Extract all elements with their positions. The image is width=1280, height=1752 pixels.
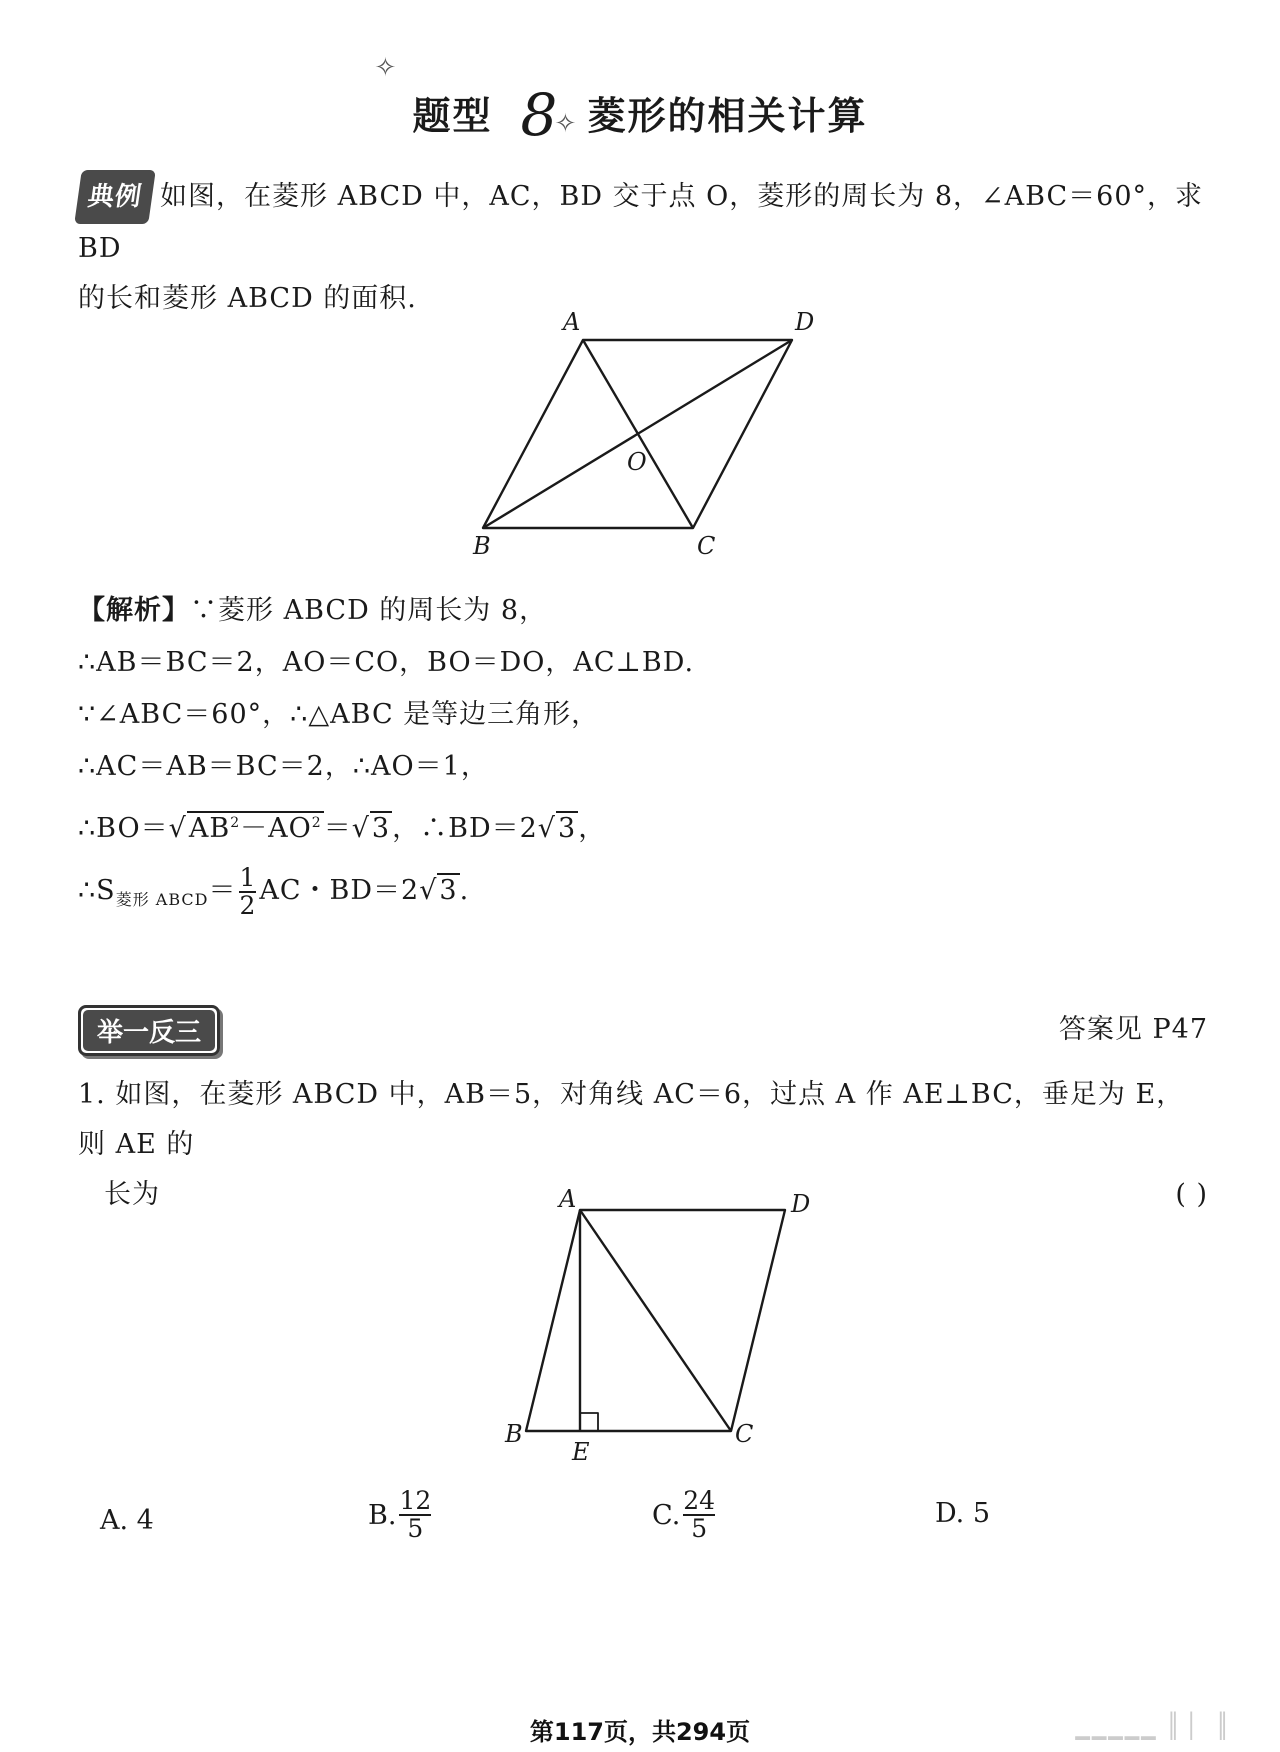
solution-line-2: ∴AB＝BC＝2，AO＝CO，BO＝DO，AC⊥BD. <box>78 647 695 678</box>
vertex-label-b: B <box>505 1420 523 1448</box>
sparkle-icon: ✧ <box>554 109 579 139</box>
option-d[interactable]: D. 5 <box>935 1498 991 1529</box>
vertex-label-d: D <box>795 308 815 336</box>
option-b[interactable]: B. $\frac{12}{5}$ <box>368 1486 432 1543</box>
sparkle-icon: ✧ <box>374 53 399 83</box>
question-1-line-2: 长为 <box>104 1179 160 1210</box>
title-topic: 菱形的相关计算 <box>587 94 868 138</box>
vertex-label-a: A <box>559 1185 577 1213</box>
page-header <box>0 53 1280 149</box>
diagonal-ac <box>580 1210 731 1431</box>
solution-tag: 【解析】 <box>78 595 190 626</box>
solution-line-5: $\therefore BO=√AB^2-AO^2=√3$，∴BD＝2√3， <box>78 813 607 844</box>
vertex-label-c: C <box>735 1420 754 1448</box>
point-label-o: O <box>627 448 647 476</box>
vertex-label-d: D <box>791 1190 811 1218</box>
section-title <box>374 53 868 149</box>
diagonal-bd <box>483 340 792 528</box>
option-c[interactable]: C. $\frac{24}{5}$ <box>652 1486 716 1543</box>
solution-line-6: $\therefore S_{菱形 ABCD}=$ $\frac{1}{2}$ AC・BD＝2√3. <box>78 862 470 920</box>
answer-blank[interactable]: ( ) <box>1175 1179 1208 1210</box>
vertex-label-b: B <box>473 532 491 560</box>
half-fraction: $\frac{1}{2}$ <box>239 862 257 920</box>
radical-expression: $AB^2-AO^2$ <box>188 813 322 844</box>
title-number: 8 <box>520 81 560 149</box>
example-line-1: 如图，在菱形 ABCD 中，AC，BD 交于点 O，菱形的周长为 8，∠ABC＝60°，求 BD <box>78 181 1204 264</box>
solution-line-1: ∵菱形 ABCD 的周长为 8， <box>190 595 548 626</box>
corner-scan-marks: ▁▁▁▁▁▕▏▏▕▏ <box>1075 1712 1240 1740</box>
solution-line-3: ∵∠ABC＝60°，∴△ABC 是等边三角形， <box>78 699 600 730</box>
example-badge: 典例 <box>74 170 156 224</box>
solution-block <box>78 585 1208 929</box>
area-subscript: 菱形 ABCD <box>115 890 209 909</box>
page-counter: 第117页，共294页 <box>529 1718 751 1746</box>
option-a[interactable]: A. 4 <box>100 1505 154 1536</box>
vertex-label-a: A <box>563 308 581 336</box>
example-line-2: 的长和菱形 ABCD 的面积. <box>78 283 417 314</box>
rhombus-figure-2 <box>495 1185 825 1475</box>
right-angle-mark <box>580 1413 598 1431</box>
vertex-label-c: C <box>697 532 716 560</box>
answer-reference: 答案见 P47 <box>1058 1014 1208 1045</box>
practice-badge: 举一反三 <box>78 1005 220 1056</box>
rhombus-figure-1 <box>455 300 835 560</box>
title-prefix: 题型 <box>412 94 493 138</box>
point-label-e: E <box>572 1438 590 1466</box>
solution-line-4: ∴AC＝AB＝BC＝2，∴AO＝1， <box>78 751 489 782</box>
question-1-line-1: 1. 如图，在菱形 ABCD 中，AB＝5，对角线 AC＝6，过点 A 作 AE⊥BC，垂足为 E，则 AE 的 <box>78 1079 1185 1160</box>
